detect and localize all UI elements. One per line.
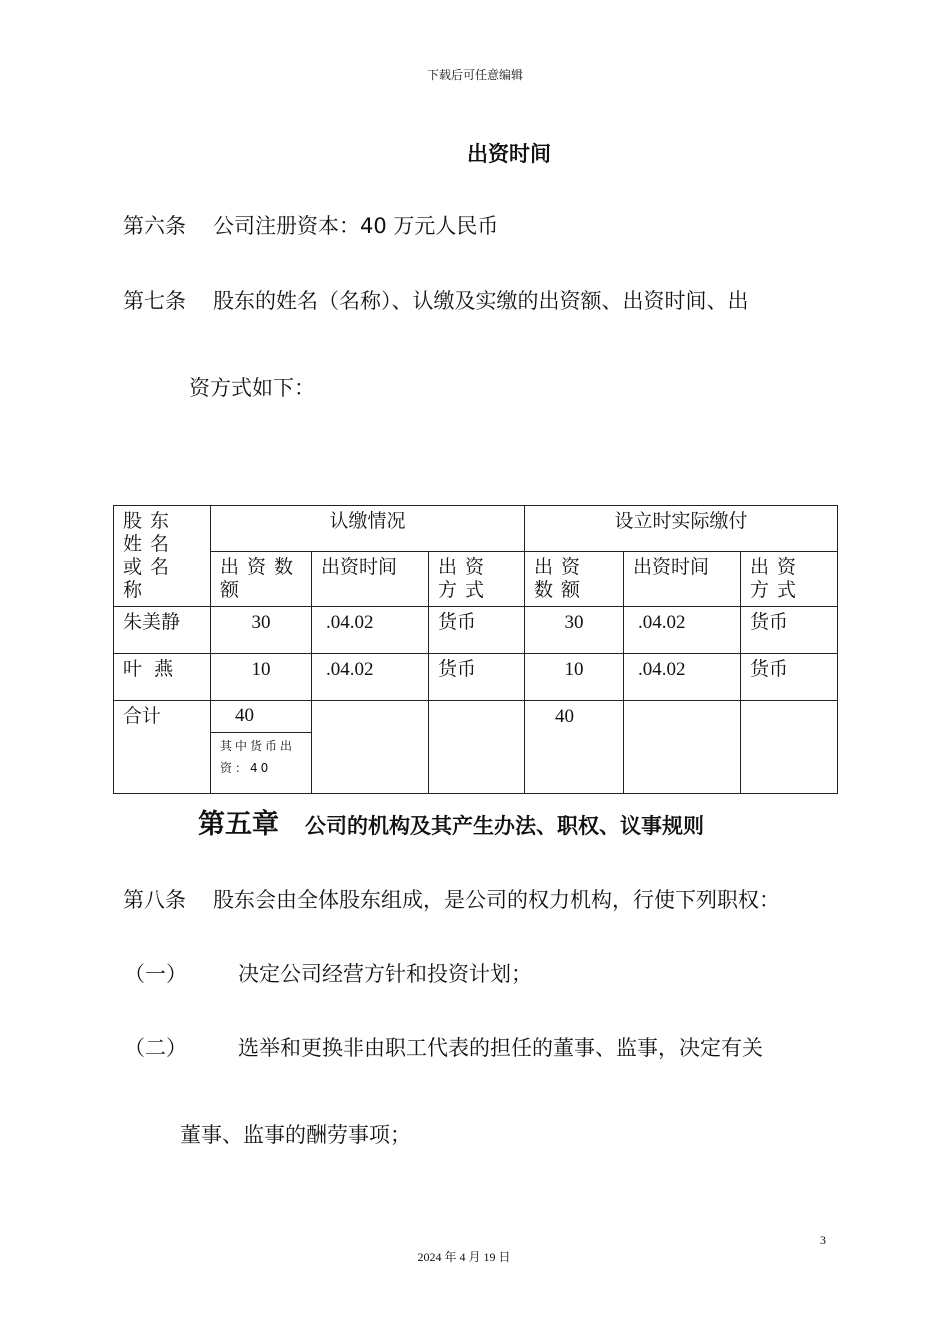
article-label: 第七条 (123, 289, 186, 313)
total-subscribed-note: 其中货币出资：40 (220, 739, 296, 775)
article-7 (123, 285, 749, 315)
header-note: 下载后可任意编辑 (426, 68, 523, 82)
header-subscribed: 认缴情况 (211, 506, 525, 552)
header-amount: 出资数额 (211, 552, 312, 607)
article-text: 股东会由全体股东组成，是公司的权力机构，行使下列职权： (213, 888, 780, 912)
table-header-row (114, 506, 838, 552)
total-subscribed-amount: 40 (211, 701, 311, 733)
article-6 (123, 210, 498, 240)
empty-cell (429, 701, 525, 794)
subscribed-time: .04.02 (312, 654, 429, 701)
header-amount: 出资数额 (525, 552, 624, 607)
subscribed-method: 货币 (429, 654, 525, 701)
article-7-continuation: 资方式如下： (189, 376, 315, 400)
section-title: 出资时间 (467, 142, 551, 166)
header-time: 出资时间 (312, 552, 429, 607)
article-text: 股东的姓名（名称）、认缴及实缴的出资额、出资时间、出 (213, 289, 749, 313)
total-label: 合计 (114, 701, 211, 794)
header-method: 出资方式 (429, 552, 525, 607)
table-row (114, 607, 838, 654)
subscribed-method: 货币 (429, 607, 525, 654)
actual-time: .04.02 (624, 607, 741, 654)
article-label: 第八条 (123, 888, 186, 912)
empty-cell (624, 701, 741, 794)
item-number: （一） (124, 962, 187, 986)
subscribed-time: .04.02 (312, 607, 429, 654)
header-method: 出资方式 (741, 552, 838, 607)
chapter-title: 公司的机构及其产生办法、职权、议事规则 (305, 814, 704, 838)
total-subscribed (211, 701, 312, 794)
list-item (124, 958, 532, 988)
article-8 (123, 884, 780, 914)
article-text: 公司注册资本：40 万元人民币 (213, 214, 499, 238)
actual-amount: 30 (525, 607, 624, 654)
item-number: （二） (124, 1036, 187, 1060)
capital-contribution-table (113, 505, 838, 794)
list-item-continuation: 董事、监事的酬劳事项； (180, 1123, 411, 1147)
actual-amount: 10 (525, 654, 624, 701)
empty-cell (312, 701, 429, 794)
table-total-row (114, 701, 838, 794)
page-number: 3 (820, 1233, 826, 1247)
header-time: 出资时间 (624, 552, 741, 607)
table-row (114, 654, 838, 701)
actual-method: 货币 (741, 607, 838, 654)
shareholder-name: 朱美静 (114, 607, 211, 654)
subscribed-amount: 10 (211, 654, 312, 701)
shareholder-name: 叶 燕 (114, 654, 211, 701)
chapter-heading (198, 802, 704, 841)
article-label: 第六条 (123, 214, 186, 238)
list-item (124, 1032, 763, 1062)
empty-cell (741, 701, 838, 794)
chapter-number: 第五章 (198, 809, 279, 839)
table-subheader-row (114, 552, 838, 607)
header-actual-paid: 设立时实际缴付 (525, 506, 838, 552)
actual-time: .04.02 (624, 654, 741, 701)
total-actual-amount: 40 (525, 701, 624, 794)
item-text: 选举和更换非由职工代表的担任的董事、监事，决定有关 (238, 1036, 763, 1060)
item-text: 决定公司经营方针和投资计划； (238, 962, 532, 986)
header-shareholder-name: 股东姓名或名称 (114, 506, 211, 607)
footer-date: 2024 年 4 月 19 日 (417, 1250, 511, 1264)
subscribed-amount: 30 (211, 607, 312, 654)
actual-method: 货币 (741, 654, 838, 701)
